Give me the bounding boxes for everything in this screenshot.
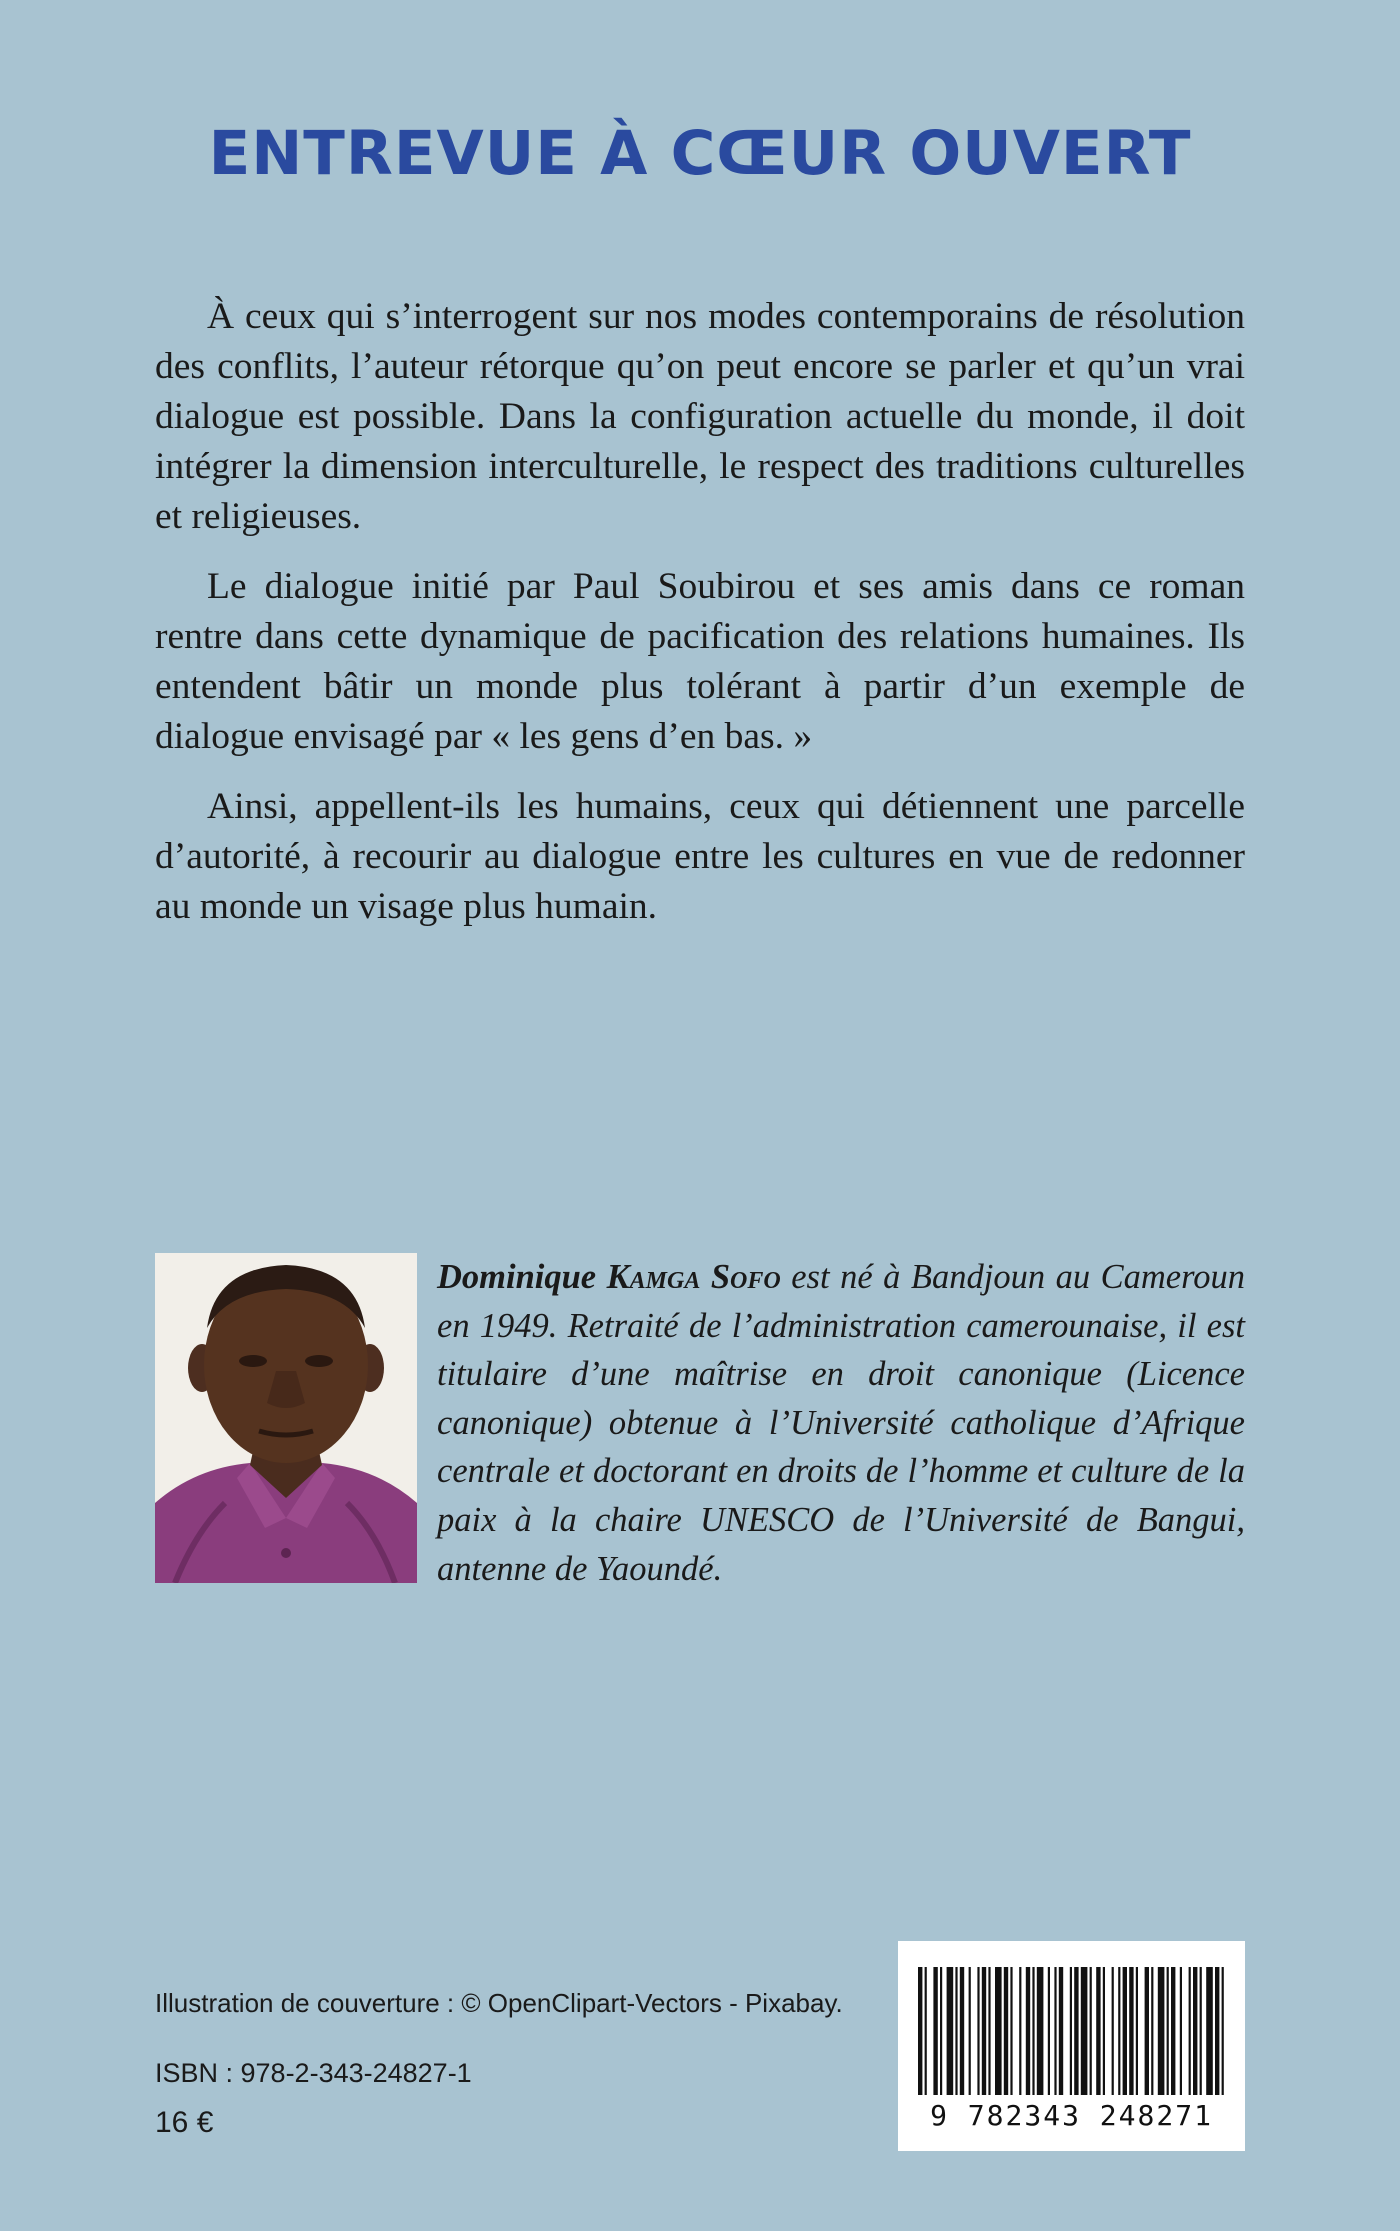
book-title: ENTREVUE À CŒUR OUVERT xyxy=(208,118,1192,189)
barcode-bar xyxy=(1070,1967,1072,2095)
barcode-bar xyxy=(1112,1967,1114,2095)
barcode-bar xyxy=(1004,1967,1008,2095)
barcode-bar xyxy=(1123,1967,1127,2095)
author-first-name: Dominique xyxy=(437,1258,597,1296)
barcode-bar xyxy=(1151,1967,1153,2095)
author-bio-text: est né à Bandjoun au Cameroun en 1949. Retraité de l’administration camerounaise, il est titulaire d’une maîtrise en droit canonique (Licence canonique) obtenue à l’Université catholique d’Afrique centrale et doctorant en droits de l’homme et culture de la paix à la chaire UNESCO de l’Université de Bangui, antenne de Yaoundé. xyxy=(437,1258,1246,1588)
barcode-bar xyxy=(1167,1967,1169,2095)
barcode-bar xyxy=(969,1967,971,2095)
barcode-bar xyxy=(1074,1967,1078,2095)
barcode-bar xyxy=(1145,1967,1149,2095)
barcode-bar xyxy=(947,1967,954,2095)
barcode-bar xyxy=(933,1967,937,2095)
illustration-credit: Illustration de couverture : © OpenClipart-Vectors - Pixabay. xyxy=(155,1988,843,2018)
barcode-bar xyxy=(988,1967,990,2095)
blurb-paragraph-3: Ainsi, appellent-ils les humains, ceux qui détiennent une parcelle d’autorité, à recourir au dialogue entre les cultures en vue de redonner au monde un visage plus humain. xyxy=(155,786,1245,927)
barcode-bar xyxy=(1037,1967,1044,2095)
barcode-bar xyxy=(1222,1967,1224,2095)
barcode-bar xyxy=(1200,1967,1202,2095)
barcode-bar xyxy=(925,1967,927,2095)
barcode-bar xyxy=(1096,1967,1100,2095)
barcode-bar xyxy=(918,1967,922,2095)
isbn: ISBN : 978-2-343-24827-1 xyxy=(155,2058,472,2088)
barcode-bar xyxy=(1019,1967,1021,2095)
barcode-bar xyxy=(1048,1967,1050,2095)
barcode-bar xyxy=(1206,1967,1213,2095)
barcode-bar xyxy=(1215,1967,1219,2095)
barcode-bar xyxy=(1136,1967,1138,2095)
price: 16 € xyxy=(155,2106,214,2139)
barcode-bar xyxy=(1032,1967,1034,2095)
barcode-bar xyxy=(982,1967,986,2095)
author-photo xyxy=(155,1253,417,1583)
barcode-bar xyxy=(1103,1967,1105,2095)
barcode-bar xyxy=(995,1967,1002,2095)
barcode-bar xyxy=(955,1967,957,2095)
barcode-bar xyxy=(1118,1967,1120,2095)
blurb xyxy=(155,292,1245,952)
barcode-bar xyxy=(1090,1967,1092,2095)
barcode-bar xyxy=(1158,1967,1165,2095)
barcode-bar xyxy=(1054,1967,1056,2095)
barcode-bar xyxy=(1193,1967,1197,2095)
author-last-name: Kamga Sofo xyxy=(606,1258,781,1296)
barcode-bar xyxy=(1189,1967,1191,2095)
barcode-bar xyxy=(1010,1967,1012,2095)
barcode-digits: 9 782343 248271 xyxy=(930,2099,1213,2132)
author-bio xyxy=(437,1253,1245,1593)
barcode-bar xyxy=(1081,1967,1088,2095)
barcode-bar xyxy=(940,1967,942,2095)
barcode-bar xyxy=(1171,1967,1175,2095)
blurb-paragraph-2: Le dialogue initié par Paul Soubirou et ses amis dans ce roman rentre dans cette dynamique de pacification des relations humaines. Ils entendent bâtir un monde plus tolérant à partir d’un exemple de dialogue envisagé par « les gens d’en bas. » xyxy=(155,566,1245,757)
barcode-bar xyxy=(1129,1967,1133,2095)
barcode-bar xyxy=(1180,1967,1182,2095)
barcode-bar xyxy=(1059,1967,1063,2095)
blurb-paragraph-1: À ceux qui s’interrogent sur nos modes contemporains de résolution des conflits, l’auteur rétorque qu’on peut encore se parler et qu’un vrai dialogue est possible. Dans la configuration actuelle du monde, il doit intégrer la dimension interculturelle, le respect des traditions culturelles et religieuses. xyxy=(155,296,1245,537)
barcode-bar xyxy=(977,1967,979,2095)
barcode-bar xyxy=(960,1967,964,2095)
barcode-bar xyxy=(1026,1967,1030,2095)
barcode xyxy=(898,1941,1245,2151)
